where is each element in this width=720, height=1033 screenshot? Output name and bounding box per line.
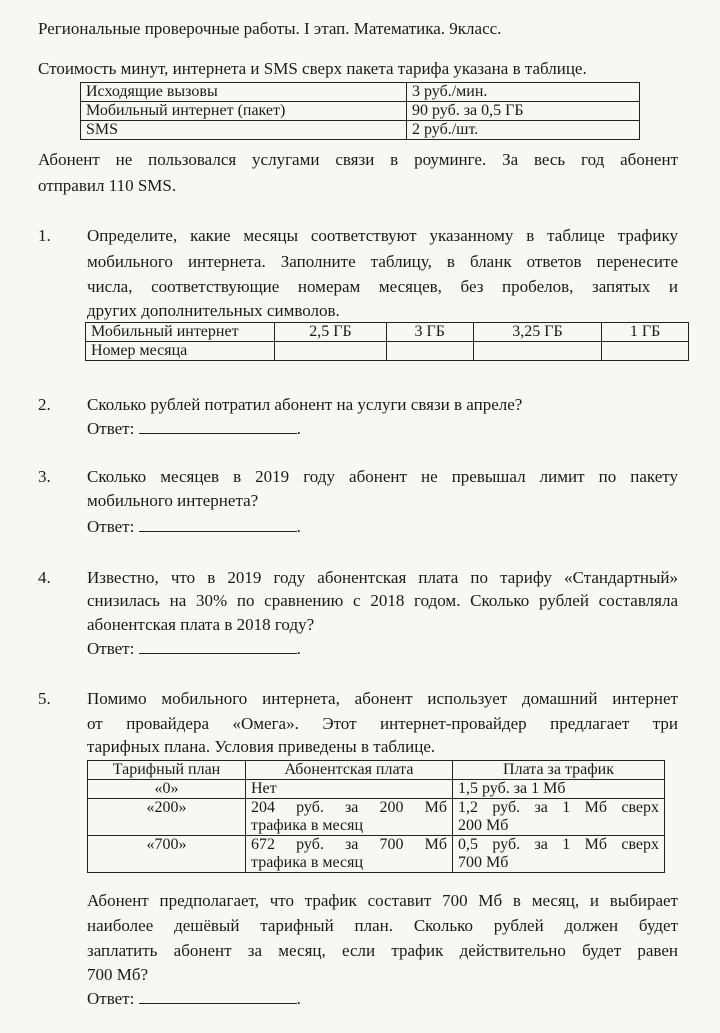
plan-name: «0» xyxy=(88,780,246,799)
question-number: 2. xyxy=(38,395,51,414)
table-row xyxy=(81,102,640,121)
answer-label: Ответ: xyxy=(87,639,135,658)
plan-traffic: 1,5 руб. за 1 Мб xyxy=(453,780,665,799)
plan-fee-line: трафика в месяц xyxy=(251,854,364,871)
plan-traffic-line: 200 Мб xyxy=(458,817,509,834)
answer-label: Ответ: xyxy=(87,517,135,536)
question-text: Определите, какие месяцы соответствуют указанному в таблице трафику xyxy=(87,226,678,245)
question-text: заплатить абонент за месяц, если трафик действительно будет равен xyxy=(87,941,678,960)
question-text: Сколько рублей потратил абонент на услуги связи в апреле? xyxy=(87,395,523,414)
plan-traffic-line: 0,5 руб. за 1 Мб сверх xyxy=(458,836,659,853)
question-text: мобильного интернета. Заполните таблицу, в бланк ответов перенесите xyxy=(87,252,678,271)
answer-cell[interactable] xyxy=(275,342,387,361)
question-number: 4. xyxy=(38,568,51,587)
answer-line: Ответ: . xyxy=(87,517,301,536)
question-text: Сколько месяцев в 2019 году абонент не превышал лимит по пакету xyxy=(87,467,678,486)
plan-name: «200» xyxy=(88,799,246,836)
answer-blank[interactable] xyxy=(139,516,297,532)
table-cell: Мобильный интернет xyxy=(86,323,275,342)
table-row xyxy=(88,780,665,799)
plan-fee xyxy=(246,799,453,836)
question-text: мобильного интернета? xyxy=(87,491,259,510)
answer-cell[interactable] xyxy=(386,342,473,361)
table-header: Тарифный план xyxy=(88,761,246,780)
table-row xyxy=(88,836,665,873)
intro-text: Стоимость минут, интернета и SMS сверх пакета тарифа указана в таблице. xyxy=(38,59,587,78)
question-text: тарифных плана. Условия приведены в таблице. xyxy=(87,737,436,756)
table-row xyxy=(88,799,665,836)
question-text: 700 Мб? xyxy=(87,965,149,984)
plan-fee-line: трафика в месяц xyxy=(251,817,364,834)
plan-traffic xyxy=(453,799,665,836)
question-text: Помимо мобильного интернета, абонент использует домашний интернет xyxy=(87,689,678,708)
table-header: Абонентская плата xyxy=(246,761,453,780)
question-text: Абонент предполагает, что трафик составит 700 Мб в месяц, и выбирает xyxy=(87,891,678,910)
table-cell: 1 ГБ xyxy=(602,323,689,342)
table-cell: 3,25 ГБ xyxy=(473,323,602,342)
answer-blank[interactable] xyxy=(139,638,297,654)
question-text: снизилась на 30% по сравнению с 2018 годом. Сколько рублей составляла xyxy=(87,591,678,610)
answer-blank[interactable] xyxy=(139,988,297,1004)
table-cell: 90 руб. за 0,5 ГБ xyxy=(407,102,640,121)
page-header: Региональные проверочные работы. I этап. Математика. 9класс. xyxy=(38,19,502,38)
answer-line: Ответ: . xyxy=(87,989,301,1008)
after-table-text: Абонент не пользовался услугами связи в роуминге. За весь год абонент xyxy=(38,150,678,169)
table-cell: Мобильный интернет (пакет) xyxy=(81,102,407,121)
question-text: Известно, что в 2019 году абонентская плата по тарифу «Стандартный» xyxy=(87,568,678,587)
table-cell: 3 ГБ xyxy=(386,323,473,342)
tariff-table xyxy=(87,760,665,873)
table-cell: 2 руб./шт. xyxy=(407,121,640,140)
plan-fee: Нет xyxy=(246,780,453,799)
question-text: других дополнительных символов. xyxy=(87,301,340,320)
plan-fee-line: 672 руб. за 700 Мб xyxy=(251,836,447,853)
plan-fee-line: 204 руб. за 200 Мб xyxy=(251,799,447,816)
plan-traffic xyxy=(453,836,665,873)
plan-fee xyxy=(246,836,453,873)
price-table xyxy=(80,82,640,140)
question-text: от провайдера «Омега». Этот интернет-провайдер предлагает три xyxy=(87,714,678,733)
question-number: 1. xyxy=(38,226,51,245)
answer-line: Ответ: . xyxy=(87,419,301,438)
table-row xyxy=(81,121,640,140)
table-row xyxy=(88,761,665,780)
answer-blank[interactable] xyxy=(139,418,297,434)
table-cell: Исходящие вызовы xyxy=(81,83,407,102)
table-cell: 3 руб./мин. xyxy=(407,83,640,102)
answer-label: Ответ: xyxy=(87,419,135,438)
question-text: числа, соответствующие номерам месяцев, без пробелов, запятых и xyxy=(87,277,678,296)
table-cell: SMS xyxy=(81,121,407,140)
months-table xyxy=(85,322,689,361)
question-number: 3. xyxy=(38,467,51,486)
table-header: Плата за трафик xyxy=(453,761,665,780)
question-number: 5. xyxy=(38,689,51,708)
question-text: наиболее дешёвый тарифный план. Сколько рублей должен будет xyxy=(87,916,678,935)
plan-traffic-line: 700 Мб xyxy=(458,854,509,871)
table-row xyxy=(81,83,640,102)
table-cell: Номер месяца xyxy=(86,342,275,361)
table-row xyxy=(86,342,689,361)
question-text: абонентская плата в 2018 году? xyxy=(87,615,315,634)
plan-name: «700» xyxy=(88,836,246,873)
table-row xyxy=(86,323,689,342)
answer-line: Ответ: . xyxy=(87,639,301,658)
answer-label: Ответ: xyxy=(87,989,135,1008)
plan-traffic-line: 1,2 руб. за 1 Мб сверх xyxy=(458,799,659,816)
answer-cell[interactable] xyxy=(602,342,689,361)
after-table-text: отправил 110 SMS. xyxy=(38,176,177,195)
answer-cell[interactable] xyxy=(473,342,602,361)
table-cell: 2,5 ГБ xyxy=(275,323,387,342)
